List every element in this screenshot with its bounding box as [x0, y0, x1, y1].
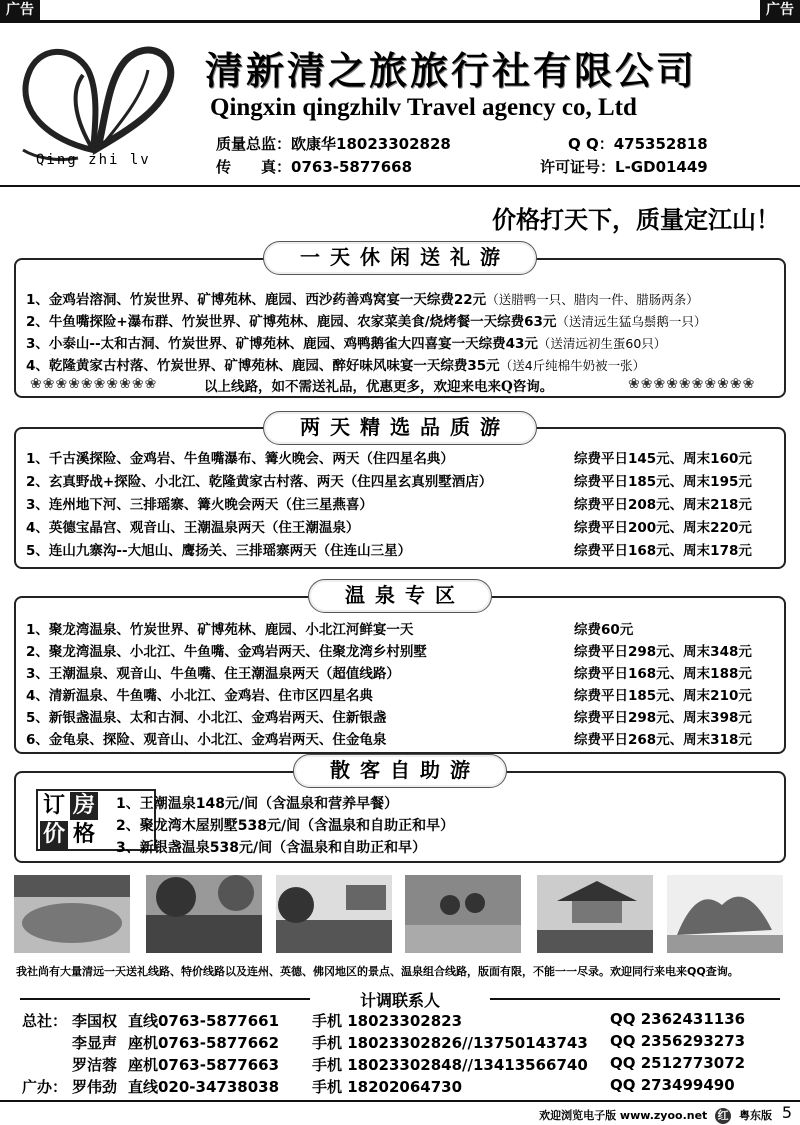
flower-border-left-icon: ❀❀❀❀❀❀❀❀❀❀ [30, 376, 158, 392]
twoday-item-text: 4、英德宝晶宫、观音山、王潮温泉两天（住王潮温泉） [26, 520, 360, 536]
footer-badge-icon: 红 [715, 1108, 731, 1124]
contact-name: 李显声 [72, 1034, 118, 1052]
oneday-item [26, 332, 774, 352]
selfhelp-item: 3、新银盏温泉538元/间（含温泉和自助正和早） [116, 840, 427, 856]
oneday-item-note: （送4斤纯棉牛奶被一张） [499, 358, 646, 373]
oneday-item-text: 3、小泰山--太和古洞、竹炭世界、矿博苑林、鹿园、鸡鸭鹅雀大四喜宴一天综费43元 [26, 336, 538, 352]
hotspring-box [14, 596, 786, 754]
ad-tag-left: 广告 [0, 0, 40, 20]
contact-mobile: 手机 18023302826//13750143743 [312, 1034, 588, 1052]
twoday-item [26, 516, 774, 536]
hotspring-item-price: 综费平日298元、周末348元 [574, 644, 752, 660]
page-footer [539, 1107, 772, 1124]
oneday-box [14, 258, 786, 398]
twoday-item-price: 综费平日200元、周末220元 [574, 520, 752, 536]
contact-name: 李国权 [72, 1012, 118, 1030]
garden-pond-photo [146, 875, 262, 953]
twoday-item [26, 493, 774, 513]
twoday-item [26, 447, 774, 467]
bathers-photo [405, 875, 521, 953]
hotspring-item-price: 综费平日268元、周末318元 [574, 732, 752, 748]
hotspring-item [26, 640, 774, 660]
hotspring-title: 温泉专区 [308, 579, 492, 613]
supervisor-value: 欧康华18023302828 [291, 135, 451, 153]
header-divider [0, 185, 800, 187]
fax-value: 0763-5877668 [291, 158, 413, 176]
hotspring-item-price: 综费平日168元、周末188元 [574, 666, 752, 682]
hotspring-item-text: 3、王潮温泉、观音山、牛鱼嘴、住王潮温泉两天（超值线路） [26, 666, 400, 682]
contact-line: 直线0763-5877661 [128, 1012, 280, 1030]
qq-value: 475352818 [613, 135, 708, 153]
flower-border-right-icon: ❀❀❀❀❀❀❀❀❀❀ [628, 376, 756, 392]
stone-gate-photo [667, 875, 783, 953]
fax-info [216, 156, 412, 177]
twoday-item-price: 综费平日145元、周末160元 [574, 451, 752, 467]
qq-label: Q Q： [568, 135, 614, 153]
oneday-item [26, 288, 774, 308]
grid-char: 价 [40, 821, 68, 849]
hotspring-item-text: 5、新银盏温泉、太和古洞、小北江、金鸡岩两天、住新银盏 [26, 710, 387, 726]
company-name-en: Qingxin qingzhilv Travel agency co, Ltd [210, 94, 637, 121]
hotspring-item [26, 662, 774, 682]
contact-line: 直线020-34738038 [128, 1078, 280, 1096]
twoday-item [26, 470, 774, 490]
oneday-item-text: 2、牛鱼嘴探险+瀑布群、竹炭世界、矿博苑林、鹿园、农家菜美食/烧烤餐一天综费63元 [26, 314, 557, 330]
hotspring-pool-photo [14, 875, 130, 953]
footnote: 我社尚有大量清远一天送礼线路、特价线路以及连州、英德、佛冈地区的景点、温泉组合线路，版面有限，不能一一尽录。欢迎同行来电来QQ查询。 [16, 965, 739, 978]
page-number: 5 [781, 1103, 792, 1122]
qq-info [568, 133, 708, 154]
contact-mobile: 手机 18023302848//13413566740 [312, 1056, 588, 1074]
oneday-item-note: （送清远初生蛋60只） [537, 336, 667, 351]
twoday-item-price: 综费平日168元、周末178元 [574, 543, 752, 559]
hotspring-item [26, 684, 774, 704]
oneday-item-text: 4、乾隆黄家古村落、竹炭世界、矿博苑林、鹿园、醉好味风味宴一天综费35元 [26, 358, 500, 374]
hotspring-item [26, 618, 774, 638]
license-info [540, 156, 708, 177]
grid-char: 格 [72, 822, 95, 847]
grid-char: 订 [42, 793, 65, 818]
hotspring-item [26, 728, 774, 748]
oneday-remark: 以上线路，如不需送礼品，优惠更多，欢迎来电来Q咨询。 [204, 379, 554, 395]
resort-lake-photo [276, 875, 392, 953]
contact-qq: QQ 273499490 [610, 1076, 735, 1094]
twoday-item-text: 1、千古溪探险、金鸡岩、牛鱼嘴瀑布、篝火晚会、两天（住四星名典） [26, 451, 454, 467]
grid-char: 房 [70, 792, 98, 820]
hotspring-item [26, 706, 774, 726]
logo-caption: Qing zhi lv [36, 152, 151, 168]
hotspring-item-price: 综费平日298元、周末398元 [574, 710, 752, 726]
company-name-cn: 清新清之旅旅行社有限公司 [205, 48, 698, 93]
ad-tag-right: 广告 [760, 0, 800, 20]
slogan: 价格打天下，质量定江山！ [492, 206, 780, 234]
hotspring-item-text: 1、聚龙湾温泉、竹炭世界、矿博苑林、鹿园、小北江河鲜宴一天 [26, 622, 414, 638]
hotspring-item-price: 综费60元 [574, 622, 634, 638]
contact-qq: QQ 2356293273 [610, 1032, 746, 1050]
twoday-item-text: 2、玄真野战+探险、小北江、乾隆黄家古村落、两天（住四星玄真别墅酒店） [26, 474, 493, 490]
supervisor-info [216, 133, 451, 154]
oneday-title: 一天休闲送礼游 [263, 241, 537, 275]
selfhelp-item: 1、王潮温泉148元/间（含温泉和营养早餐） [116, 796, 399, 812]
twoday-item [26, 539, 774, 559]
oneday-item [26, 310, 774, 330]
top-rule [0, 20, 800, 23]
contact-name: 罗伟劲 [72, 1078, 118, 1096]
contact-mobile: 手机 18202064730 [312, 1078, 463, 1096]
supervisor-label: 质量总监： [216, 135, 292, 153]
hotspring-item-price: 综费平日185元、周末210元 [574, 688, 752, 704]
contact-region: 总社： [22, 1012, 68, 1030]
fax-label: 传 真： [216, 158, 292, 176]
contact-mobile: 手机 18023302823 [312, 1012, 463, 1030]
selfhelp-title: 散客自助游 [293, 754, 507, 788]
twoday-title: 两天精选品质游 [263, 411, 537, 445]
footer-edition: 粤东版 [739, 1109, 772, 1122]
hotspring-item-text: 2、聚龙湾温泉、小北江、牛鱼嘴、金鸡岩两天、住聚龙湾乡村别墅 [26, 644, 427, 660]
twoday-item-price: 综费平日208元、周末218元 [574, 497, 752, 513]
oneday-item-text: 1、金鸡岩溶洞、竹炭世界、矿博苑林、鹿园、西沙药善鸡窝宴一天综费22元 [26, 292, 487, 308]
twoday-item-text: 3、连州地下河、三排瑶寨、篝火晚会两天（住三星燕喜） [26, 497, 373, 513]
contact-line: 座机0763-5877663 [128, 1056, 280, 1074]
twoday-item-text: 5、连山九寨沟--大旭山、鹰扬关、三排瑶寨两天（住连山三星） [26, 543, 412, 559]
footer-site-text: 欢迎浏览电子版 www.zyoo.net [539, 1109, 708, 1122]
contact-line: 座机0763-5877662 [128, 1034, 280, 1052]
twoday-item-price: 综费平日185元、周末195元 [574, 474, 752, 490]
license-label: 许可证号： [540, 158, 616, 176]
twoday-box [14, 427, 786, 569]
contact-qq: QQ 2362431136 [610, 1010, 746, 1028]
oneday-item-note: （送清远生猛乌鬃鹅一只） [556, 314, 707, 329]
hotspring-item-text: 4、清新温泉、牛鱼嘴、小北江、金鸡岩、住市区四星名典 [26, 688, 373, 704]
selfhelp-item: 2、聚龙湾木屋别墅538元/间（含温泉和自助正和早） [116, 818, 455, 834]
oneday-item-note: （送腊鸭一只、腊肉一件、腊肠两条） [486, 292, 699, 307]
contact-qq: QQ 2512773072 [610, 1054, 746, 1072]
oneday-item [26, 354, 774, 374]
contact-name: 罗洁蓉 [72, 1056, 118, 1074]
hotspring-item-text: 6、金龟泉、探险、观音山、小北江、金鸡岩两天、住金龟泉 [26, 732, 387, 748]
contacts-title: 计调联系人 [0, 988, 800, 1011]
contact-region: 广办： [22, 1078, 68, 1096]
pavilion-photo [537, 875, 653, 953]
license-value: L-GD01449 [615, 158, 708, 176]
bottom-rule [0, 1100, 800, 1102]
